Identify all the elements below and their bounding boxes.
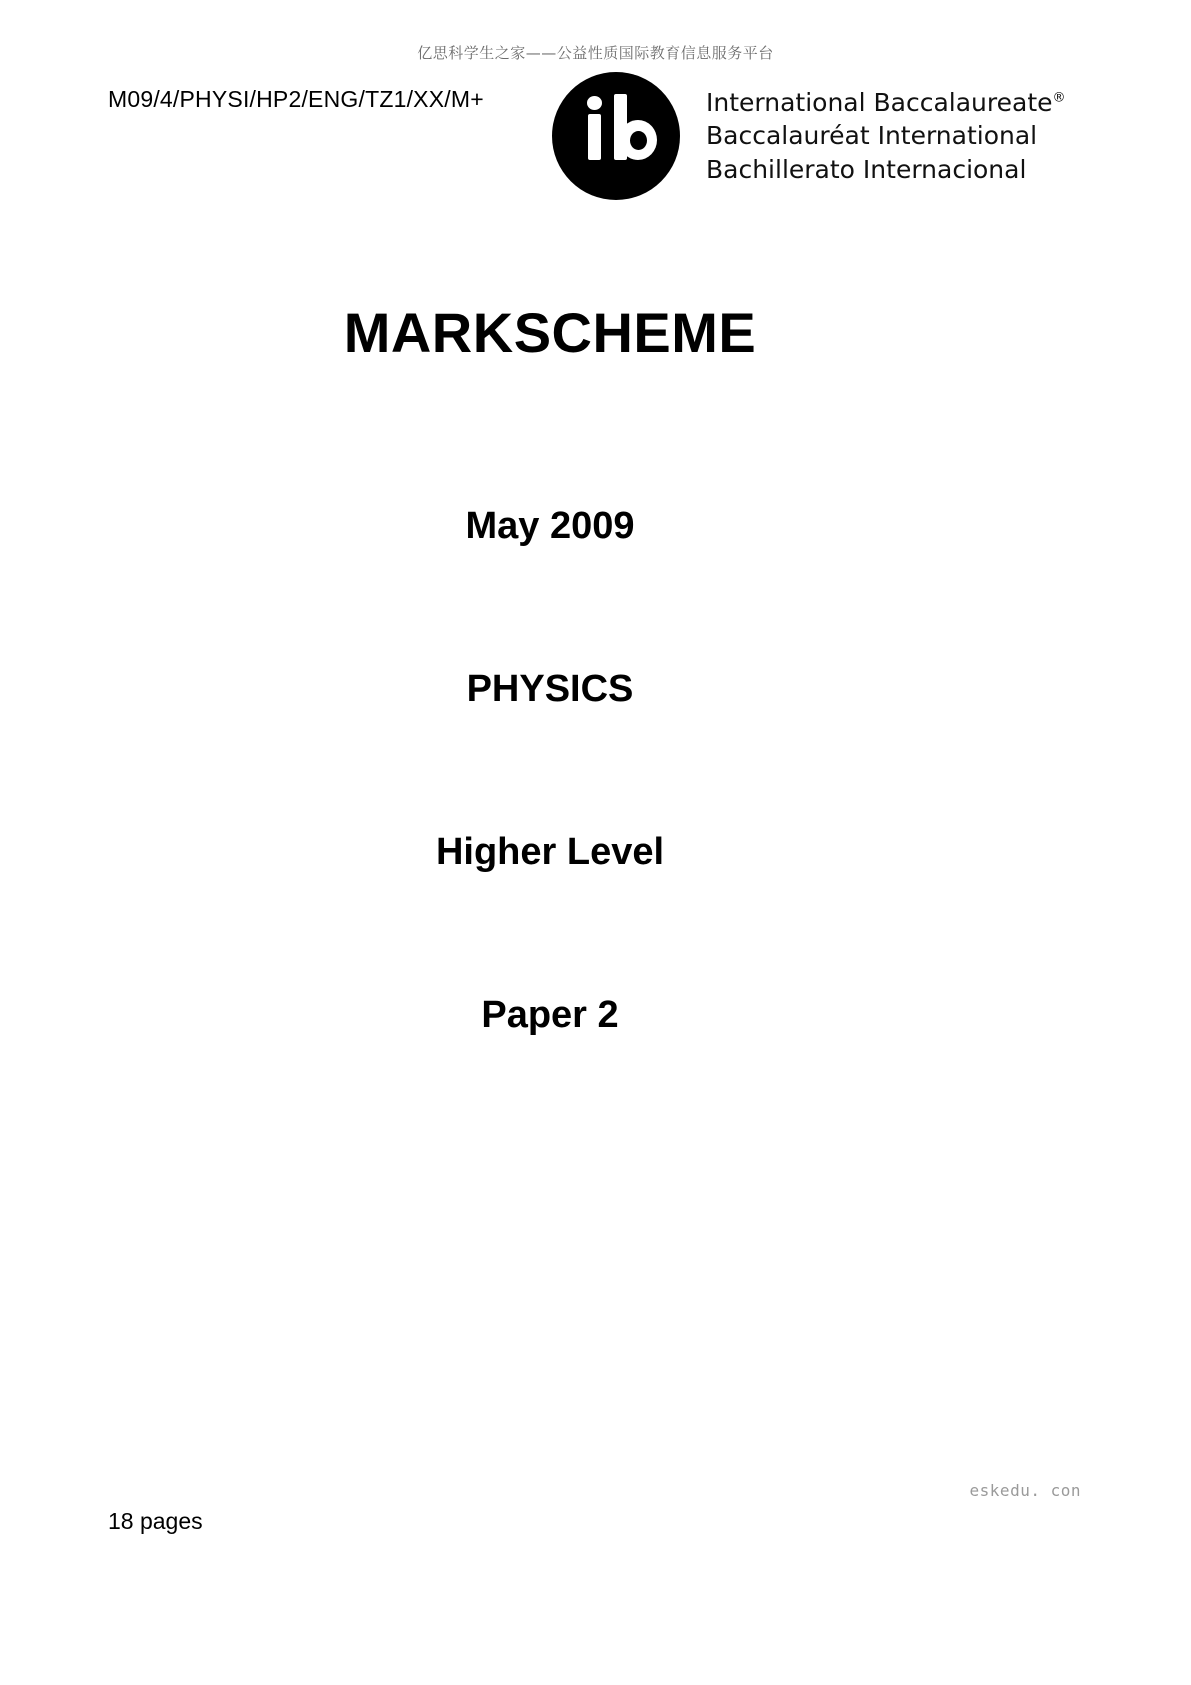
- subject-line: PHYSICS: [466, 668, 634, 710]
- ib-letter-b-bowl-inner: [630, 131, 647, 150]
- title-stack: [0, 300, 1100, 1037]
- ib-roundel-icon: [552, 72, 680, 200]
- page-count: 18 pages: [108, 1508, 203, 1534]
- paper-line: Paper 2: [481, 994, 619, 1036]
- top-watermark: 亿思科学生之家——公益性质国际教育信息服务平台: [417, 44, 774, 62]
- ib-letter-i: [588, 114, 601, 160]
- ib-name-french: Baccalauréat International: [706, 121, 1038, 151]
- ib-name-spanish: Bachillerato Internacional: [706, 154, 1027, 184]
- bottom-watermark: eskedu. con: [969, 1481, 1081, 1500]
- ib-logo: [552, 72, 1066, 200]
- ib-logo-text: [706, 86, 1066, 187]
- ib-name-english: International Baccalaureate®: [706, 87, 1066, 117]
- registered-trademark-icon: ®: [1052, 90, 1066, 106]
- paper-code: M09/4/PHYSI/HP2/ENG/TZ1/XX/M+: [108, 86, 484, 112]
- level-line: Higher Level: [435, 831, 665, 873]
- ib-letter-i-dot: [587, 96, 602, 110]
- page-title: MARKSCHEME: [343, 301, 757, 364]
- session-line: May 2009: [465, 505, 635, 547]
